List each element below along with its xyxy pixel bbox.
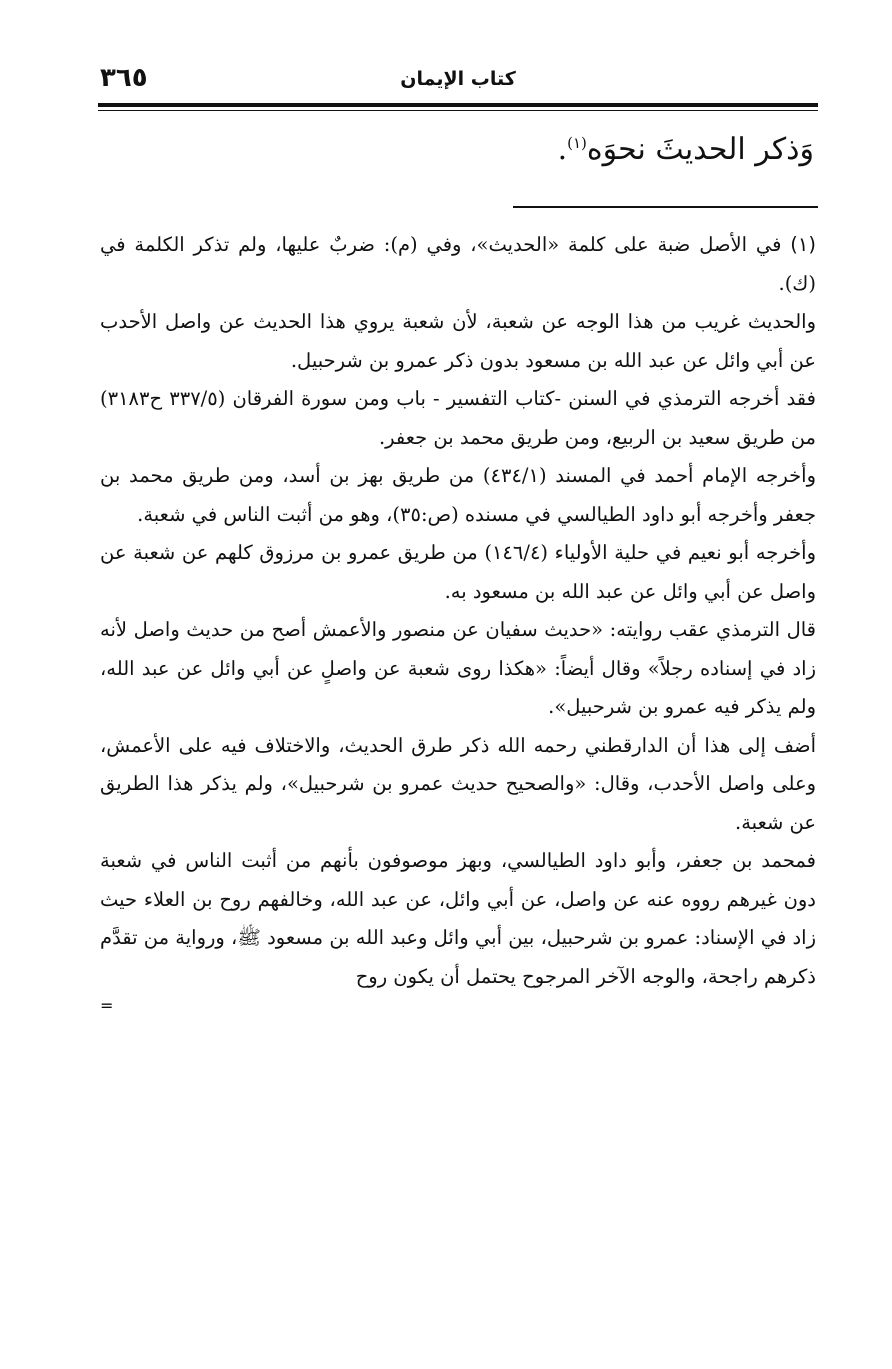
footnotes bbox=[100, 226, 816, 1016]
footnote-paragraph: فمحمد بن جعفر، وأبو داود الطيالسي، وبهز موصوفون بأنهم من أثبت الناس في شعبة دون غيرهم رووه عنه عن واصل، عن أبي وائل، عن عبد الله، وخالفهم روح بن العلاء حيث زاد في الإسناد: عمرو بن شرحبيل، بين أبي وائل وعبد الله بن مسعود ﷺ، ورواية من تقدَّم ذكرهم راجحة، والوجه الآخر المرجوح يحتمل أن يكون روح bbox=[100, 849, 816, 988]
footnote-paragraph: أضف إلى هذا أن الدارقطني رحمه الله ذكر طرق الحديث، والاختلاف فيه على الأعمش، وعلى واصل الأحدب، وقال: «والصحيح حديث عمرو بن شرحبيل»، ولم يذكر هذا الطريق عن شعبة. bbox=[100, 733, 816, 834]
footnote-reference[interactable]: (١) bbox=[567, 134, 587, 152]
footnote-1-text: في الأصل ضبة على كلمة «الحديث»، وفي (م): ضربٌ عليها، ولم تذكر الكلمة في (ك). bbox=[100, 233, 816, 295]
header-rule-thick bbox=[98, 103, 818, 107]
continuation-marker: = bbox=[100, 996, 114, 1015]
main-text bbox=[214, 128, 814, 172]
footnote-paragraph: والحديث غريب من هذا الوجه عن شعبة، لأن شعبة يروي هذا الحديث عن واصل الأحدب عن أبي وائل عن عبد الله بن مسعود بدون ذكر عمرو بن شرحبيل. bbox=[100, 310, 816, 372]
footnote-paragraph: وأخرجه الإمام أحمد في المسند (٤٣٤/١) من طريق بهز بن أسد، ومن طريق محمد بن جعفر وأخرجه أبو داود الطيالسي في مسنده (ص:٣٥)، وهو من أثبت الناس في شعبة. bbox=[100, 464, 816, 526]
main-text-end: . bbox=[557, 132, 568, 167]
footnote-separator bbox=[513, 206, 818, 208]
book-title: كتاب الإيمان bbox=[400, 68, 516, 90]
footnote-paragraph: وأخرجه أبو نعيم في حلية الأولياء (١٤٦/٤) من طريق عمرو بن مرزوق كلهم عن شعبة عن واصل عن أبي وائل عن عبد الله بن مسعود به. bbox=[100, 541, 816, 603]
main-text-body: وَذكر الحديثَ نحوَه bbox=[586, 132, 814, 167]
header-rule-thin bbox=[98, 110, 818, 111]
footnote-paragraph: فقد أخرجه الترمذي في السنن -كتاب التفسير - باب ومن سورة الفرقان (٣٣٧/٥ ح٣١٨٣) من طريق سعيد بن الربيع، ومن طريق محمد بن جعفر. bbox=[100, 387, 816, 449]
running-head bbox=[100, 62, 816, 102]
page-number: ٣٦٥ bbox=[100, 63, 148, 93]
footnote-marker: (١) bbox=[790, 233, 816, 256]
footnote-paragraph: قال الترمذي عقب روايته: «حديث سفيان عن منصور والأعمش أصح من حديث واصل لأنه زاد في إسناده رجلاً» وقال أيضاً: «هكذا روى شعبة عن واصلٍ عن أبي وائل عن عبد الله، ولم يذكر فيه عمرو بن شرحبيل». bbox=[100, 618, 816, 718]
footnote-1 bbox=[100, 226, 816, 303]
